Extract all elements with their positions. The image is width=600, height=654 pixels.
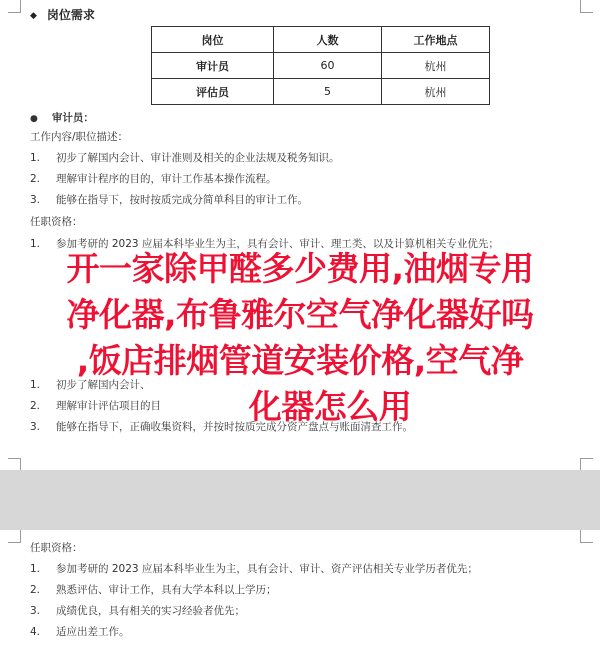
list-item	[30, 150, 340, 165]
table-header-cell: 人数	[274, 27, 382, 53]
table-row	[152, 53, 490, 79]
requirements-label: 任职资格：	[30, 216, 83, 228]
table-header-cell: 岗位	[152, 27, 274, 53]
list-text: 初步了解国内会计、	[56, 379, 151, 391]
table-cell: 5	[274, 79, 382, 105]
table-header-cell: 工作地点	[382, 27, 490, 53]
table-cell: 审计员	[152, 53, 274, 79]
list-text: 能够在指导下，按时按质完成分简单科目的审计工作。	[56, 194, 308, 206]
list-item	[30, 192, 308, 207]
list-item	[30, 582, 277, 597]
list-number: 1.	[30, 152, 41, 164]
list-number: 2.	[30, 400, 41, 412]
list-number: 4.	[30, 626, 41, 638]
overlay-line: 净化器,布鲁雅尔空气净化器好吗	[66, 295, 534, 334]
list-text: 能够在指导下，正确收集资料，并按时按质完成分资产盘点与账面清查工作。	[56, 421, 413, 433]
list-number: 2.	[30, 584, 41, 596]
list-item	[30, 603, 245, 618]
round-bullet-icon: ●	[30, 114, 38, 124]
page-gap	[0, 470, 600, 530]
list-number: 3.	[30, 605, 41, 617]
list-text: 成绩优良，具有相关的实习经验者优先；	[56, 605, 245, 617]
table-cell: 评估员	[152, 79, 274, 105]
crop-mark	[580, 530, 593, 543]
overlay-line: ,饭店排烟管道安装价格,空气净	[76, 341, 524, 380]
list-text: 参加考研的 2023 应届本科毕业生为主，具有会计、审计、资产评估相关专业学历者优先；	[56, 563, 478, 575]
diamond-bullet-icon: ◆	[30, 11, 37, 21]
table-header-row	[152, 27, 490, 53]
requirements-label: 任职资格：	[30, 542, 83, 554]
crop-mark	[8, 530, 21, 543]
list-text: 初步了解国内会计、审计准则及相关的企业法规及税务知识。	[56, 152, 340, 164]
role-title: 审计员：	[51, 112, 94, 124]
section-title: 岗位需求	[46, 8, 95, 22]
crop-mark	[8, 0, 21, 13]
list-number: 3.	[30, 421, 41, 433]
document-page-2	[0, 530, 600, 654]
table-cell: 杭州	[382, 53, 490, 79]
list-text: 参加考研的 2023 应届本科毕业生为主，具有会计、审计、理工类、以及计算机相关专业优先；	[56, 238, 499, 250]
list-item	[30, 624, 130, 639]
table-row	[152, 79, 490, 105]
list-number: 3.	[30, 194, 41, 206]
table-cell: 60	[274, 53, 382, 79]
list-text: 适应出差工作。	[56, 626, 130, 638]
list-text: 理解审计程序的目的，审计工作基本操作流程。	[56, 173, 277, 185]
overlay-headline	[0, 246, 600, 430]
crop-mark	[580, 0, 593, 13]
list-text: 熟悉评估、审计工作，具有大学本科以上学历；	[56, 584, 277, 596]
overlay-line: 化器怎么用	[248, 387, 412, 426]
list-number: 2.	[30, 173, 41, 185]
table-cell: 杭州	[382, 79, 490, 105]
role-heading	[30, 110, 94, 125]
list-item	[30, 561, 478, 576]
overlay-line: 开一家除甲醛多少费用,油烟专用	[66, 249, 534, 288]
list-number: 1.	[30, 379, 41, 391]
list-item	[30, 171, 277, 186]
position-table	[151, 26, 490, 105]
list-text: 理解审计评估项目的目	[56, 400, 161, 412]
list-number: 1.	[30, 563, 41, 575]
work-label: 工作内容/职位描述：	[30, 131, 129, 143]
section-heading	[30, 6, 95, 23]
list-number: 1.	[30, 238, 41, 250]
